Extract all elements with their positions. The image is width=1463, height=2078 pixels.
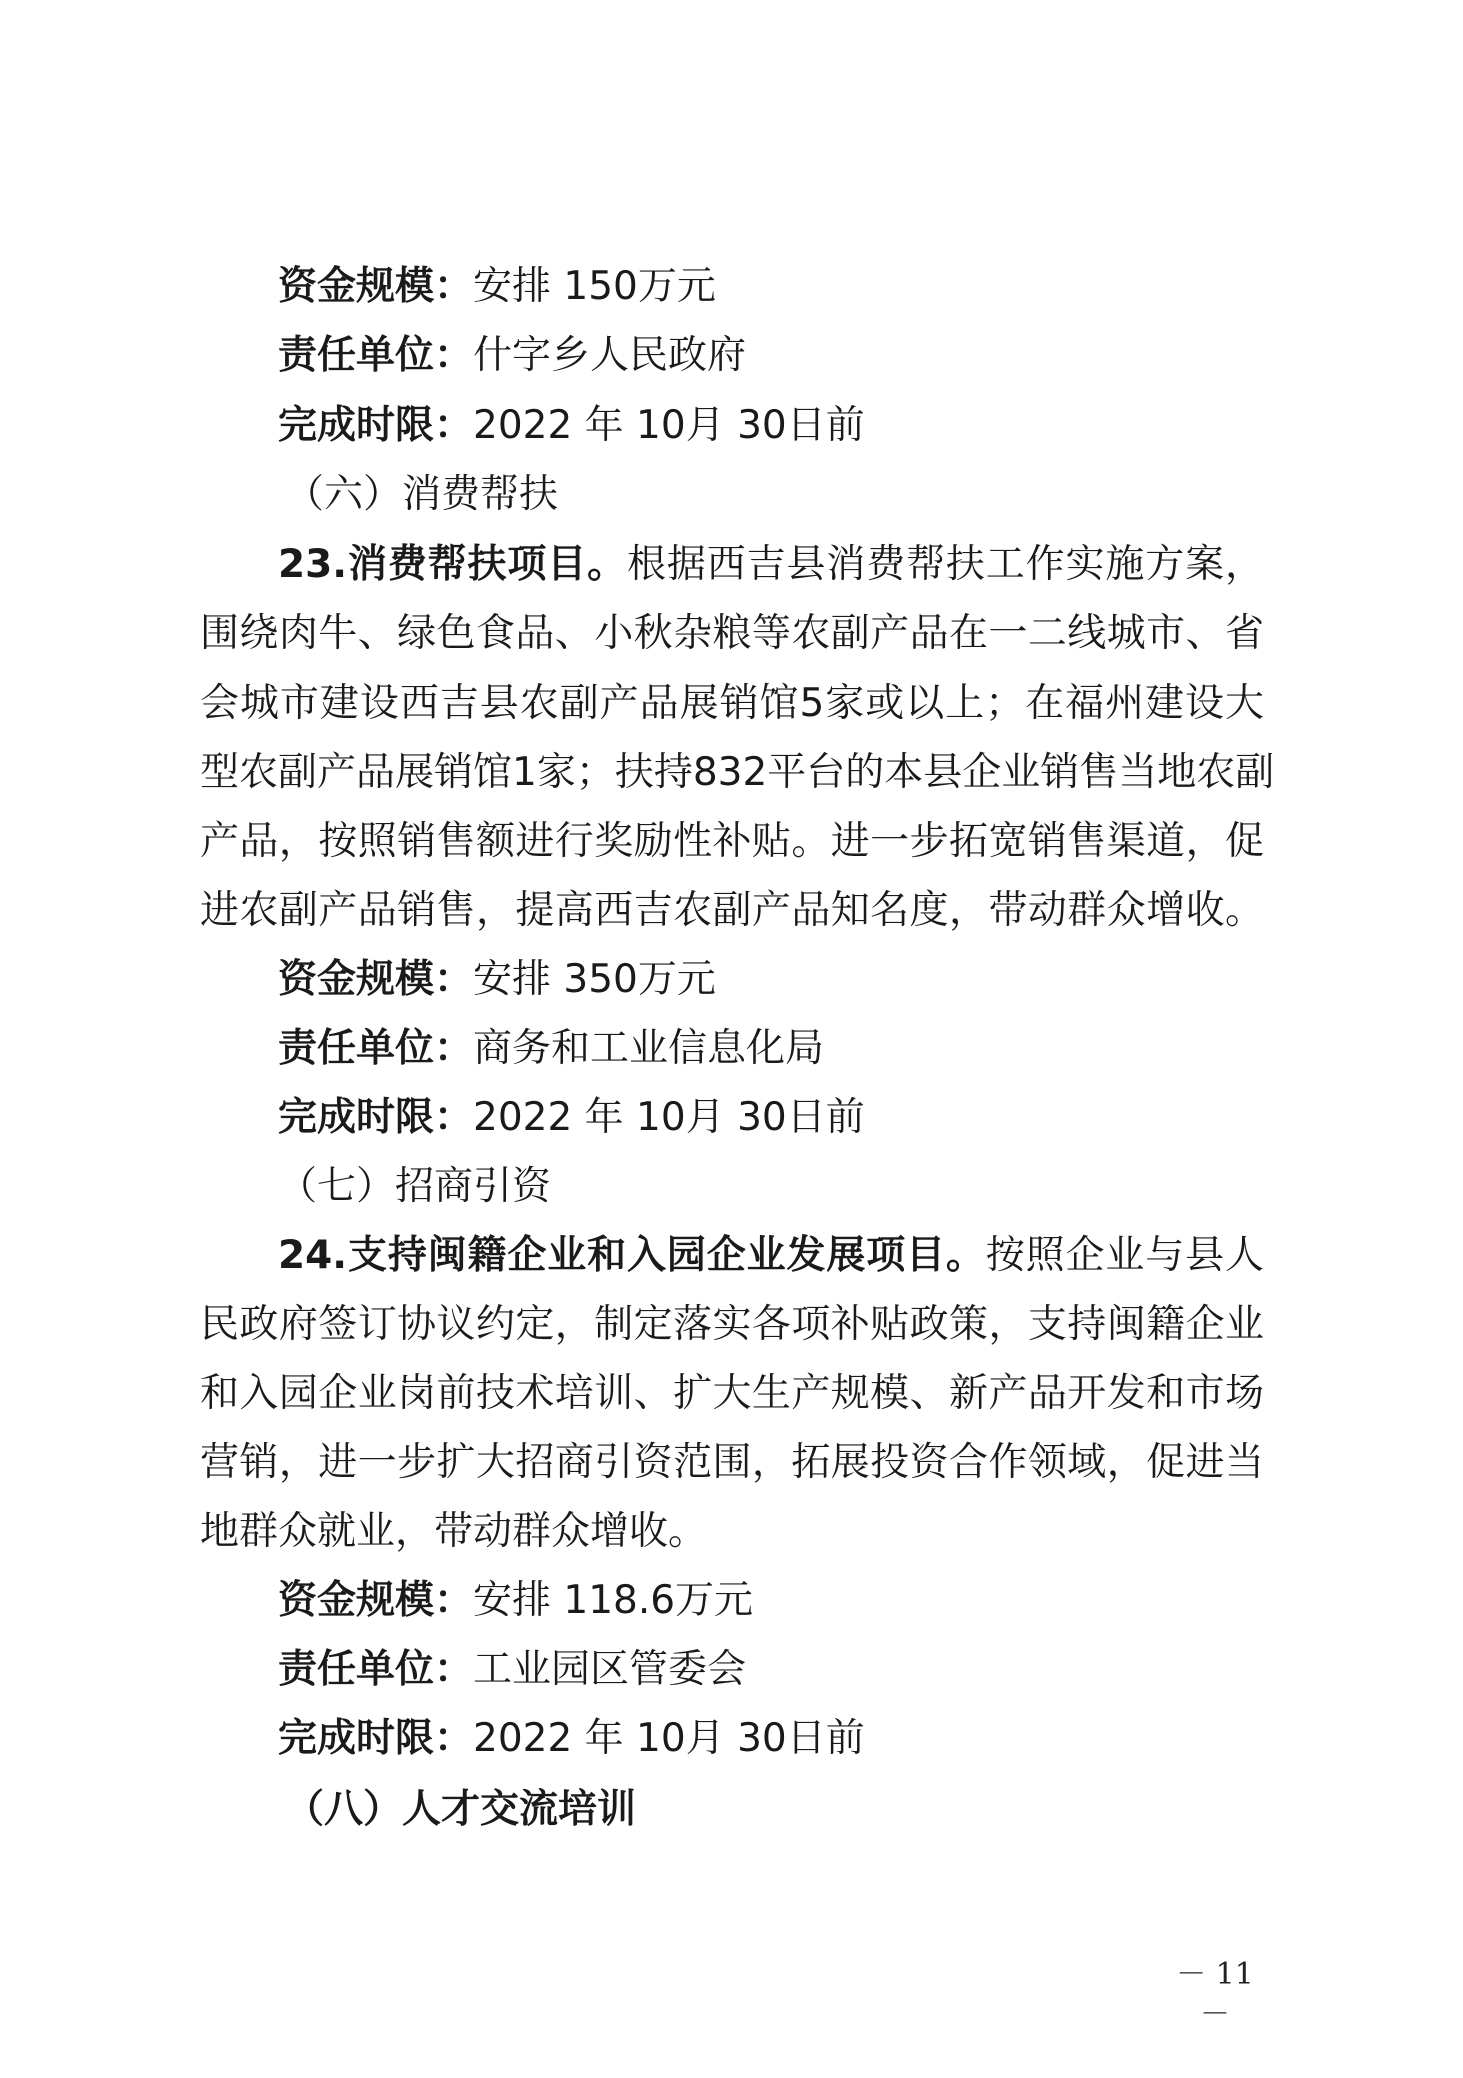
fund-scale-line bbox=[278, 253, 1264, 321]
deadline-label: 完成时限： bbox=[278, 1095, 474, 1140]
section-heading: （六）消费帮扶 bbox=[285, 472, 559, 517]
fund-scale-label: 资金规模： bbox=[278, 957, 474, 1002]
fund-scale-line bbox=[278, 946, 1264, 1014]
responsible-unit-value: 工业园区管委会 bbox=[473, 1647, 747, 1692]
item-paragraph-line: 24.支持闽籍企业和入园企业发展项目。按照企业与县人 bbox=[278, 1233, 1264, 1278]
deadline-label: 完成时限： bbox=[278, 1716, 474, 1761]
item-title: 24.支持闽籍企业和入园企业发展项目。 bbox=[278, 1233, 986, 1278]
deadline-label: 完成时限： bbox=[278, 403, 474, 448]
item-paragraph-line: 产品，按照销售额进行奖励性补贴。进一步拓宽销售渠道，促 bbox=[200, 819, 1264, 864]
deadline-value: 2022 年 10月 30日前 bbox=[473, 1095, 865, 1140]
fund-scale-label: 资金规模： bbox=[278, 1578, 474, 1623]
responsible-unit-value: 什字乡人民政府 bbox=[473, 333, 747, 378]
item-paragraph-line: 民政府签订协议约定，制定落实各项补贴政策，支持闽籍企业 bbox=[200, 1302, 1264, 1347]
responsible-unit-line bbox=[278, 1636, 1264, 1704]
responsible-unit-label: 责任单位： bbox=[278, 1647, 474, 1692]
page-number: － 11 － bbox=[1176, 1957, 1254, 2032]
responsible-unit-label: 责任单位： bbox=[278, 1026, 474, 1071]
responsible-unit-value: 商务和工业信息化局 bbox=[473, 1026, 825, 1071]
responsible-unit-line bbox=[278, 322, 1264, 390]
deadline-line bbox=[278, 1705, 1264, 1773]
item-paragraph-line: 进农副产品销售，提高西吉农副产品知名度，带动群众增收。 bbox=[200, 888, 1264, 933]
deadline-line bbox=[278, 392, 1264, 460]
fund-scale-line bbox=[278, 1567, 1264, 1635]
fund-scale-value: 安排 118.6万元 bbox=[473, 1578, 754, 1623]
responsible-unit-label: 责任单位： bbox=[278, 333, 474, 378]
item-paragraph-line: 会城市建设西吉县农副产品展销馆5家或以上；在福州建设大 bbox=[200, 681, 1264, 726]
fund-scale-value: 安排 350万元 bbox=[473, 957, 716, 1002]
item-paragraph-line: 23.消费帮扶项目。根据西吉县消费帮扶工作实施方案， bbox=[278, 542, 1264, 587]
fund-scale-label: 资金规模： bbox=[278, 264, 474, 309]
deadline-line bbox=[278, 1084, 1264, 1152]
deadline-value: 2022 年 10月 30日前 bbox=[473, 1716, 865, 1761]
section-heading: （七）招商引资 bbox=[278, 1164, 552, 1209]
item-paragraph-line: 营销，进一步扩大招商引资范围，拓展投资合作领域，促进当 bbox=[200, 1440, 1264, 1485]
item-paragraph-line: 型农副产品展销馆1家；扶持832平台的本县企业销售当地农副 bbox=[200, 750, 1275, 795]
item-title: 23.消费帮扶项目。 bbox=[278, 542, 628, 587]
deadline-value: 2022 年 10月 30日前 bbox=[473, 403, 865, 448]
responsible-unit-line bbox=[278, 1015, 1264, 1083]
item-paragraph-line: 和入园企业岗前技术培训、扩大生产规模、新产品开发和市场 bbox=[200, 1371, 1264, 1416]
item-paragraph-line: 地群众就业，带动群众增收。 bbox=[200, 1509, 708, 1554]
section-heading: （八）人才交流培训 bbox=[285, 1787, 637, 1832]
fund-scale-value: 安排 150万元 bbox=[473, 264, 716, 309]
item-paragraph-line: 围绕肉牛、绿色食品、小秋杂粮等农副产品在一二线城市、省 bbox=[200, 611, 1264, 656]
